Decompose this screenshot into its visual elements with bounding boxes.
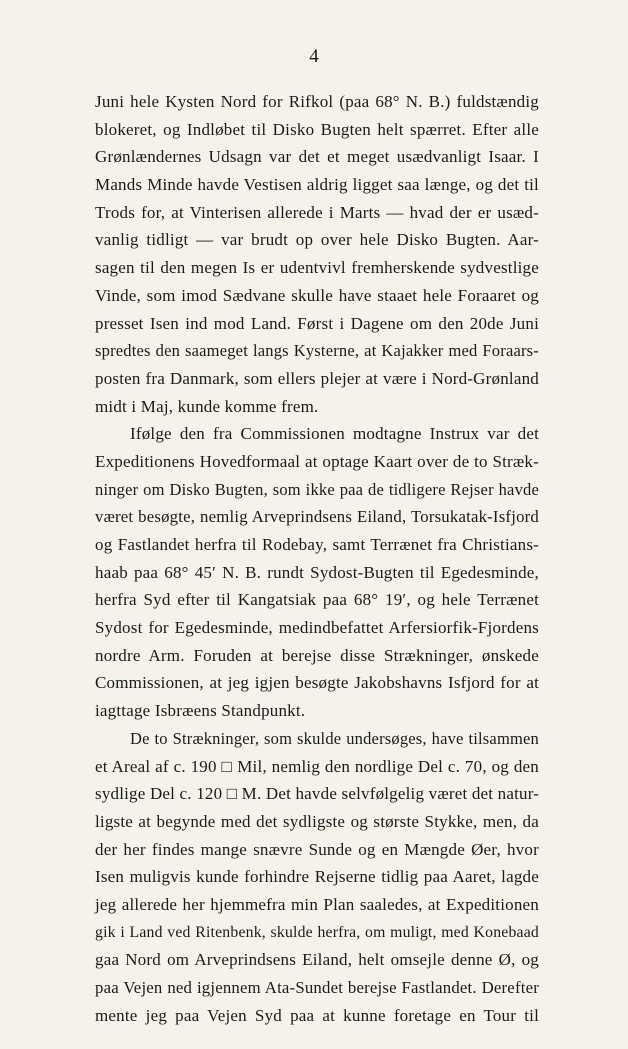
text-line: vanlig tidligt — var brudt op over hele Disko Bugten. Aar- — [95, 230, 539, 250]
text-line: posten fra Danmark, som ellers plejer at være i Nord-Grønland — [95, 368, 539, 388]
text-line: et Areal af c. 190 □ Mil, nemlig den nordlige Del c. 70, og den — [95, 756, 539, 776]
text-line: gaa Nord om Arveprindsens Eiland, helt omsejle denne Ø, og — [95, 950, 539, 970]
page-number: 4 — [309, 46, 319, 67]
text-line: ninger om Disko Bugten, som ikke paa de tidligere Rejser havde — [95, 479, 539, 499]
text-line: sagen til den megen Is er udentvivl fremherskende sydvestlige — [95, 258, 539, 278]
text-line: der her findes mange snævre Sunde og en Mængde Øer, hvor — [95, 839, 539, 859]
text-line: Juni hele Kysten Nord for Rifkol (paa 68° N. B.) fuldstændig — [95, 92, 539, 111]
text-line: paa Vejen ned igjennem Ata-Sundet berejse Fastlandet. Derefter — [95, 978, 539, 997]
text-line: gik i Land ved Ritenbenk, skulde herfra, om muligt, med Konebaad — [95, 923, 539, 941]
text-line: mente jeg paa Vejen Syd paa at kunne foretage en Tour til — [95, 1005, 539, 1025]
text-line: Expeditionens Hovedformaal at optage Kaart over de to Stræk- — [95, 451, 539, 471]
text-line: Commissionen, at jeg igjen besøgte Jakobshavns Isfjord for at — [95, 673, 539, 693]
text-line: været besøgte, nemlig Arveprindsens Eiland, Torsukatak-Isfjord — [95, 507, 539, 527]
text-line: ligste at begynde med det sydligste og største Stykke, men, da — [95, 811, 539, 831]
text-line: herfra Syd efter til Kangatsiak paa 68° 19′, og hele Terrænet — [95, 590, 539, 610]
text-line: presset Isen ind mod Land. Først i Dagene om den 20de Juni — [95, 313, 539, 333]
text-line: Mands Minde havde Vestisen aldrig ligget saa længe, og det til — [95, 175, 539, 195]
text-line: Trods for, at Vinterisen allerede i Marts — hvad der er usæd- — [95, 202, 539, 222]
body-text — [95, 88, 539, 1029]
text-line: og Fastlandet herfra til Rodebay, samt Terrænet fra Christians- — [95, 535, 539, 554]
text-line: iagttage Isbræens Standpunkt. — [95, 701, 306, 721]
text-line: Vinde, som imod Sædvane skulle have staaet hele Foraaret og — [95, 285, 539, 305]
text-line: Ifølge den fra Commissionen modtagne Instrux var det — [130, 424, 539, 444]
text-line: Isen muligvis kunde forhindre Rejserne tidlig paa Aaret, lagde — [95, 867, 539, 887]
text-line: spredtes den saameget langs Kysterne, at Kajakker med Foraars- — [95, 341, 539, 361]
text-line: sydlige Del c. 120 □ M. Det havde selvfølgelig været det natur- — [95, 784, 540, 804]
text-line: nordre Arm. Foruden at berejse disse Strækninger, ønskede — [95, 645, 539, 665]
text-line: Sydost for Egedesminde, medindbefattet Arfersiorfik-Fjordens — [95, 618, 539, 638]
text-line: haab paa 68° 45′ N. B. rundt Sydost-Bugten til Egedesminde, — [95, 562, 539, 582]
text-line: jeg allerede her hjemmefra min Plan saaledes, at Expeditionen — [95, 894, 539, 914]
text-line: midt i Maj, kunde komme frem. — [95, 396, 319, 416]
text-line: Grønlændernes Udsagn var det et meget usædvanligt Isaar. I — [95, 147, 539, 167]
text-line: De to Strækninger, som skulde undersøges, have tilsammen — [130, 728, 539, 748]
text-line: blokeret, og Indløbet til Disko Bugten helt spærret. Efter alle — [95, 119, 539, 139]
